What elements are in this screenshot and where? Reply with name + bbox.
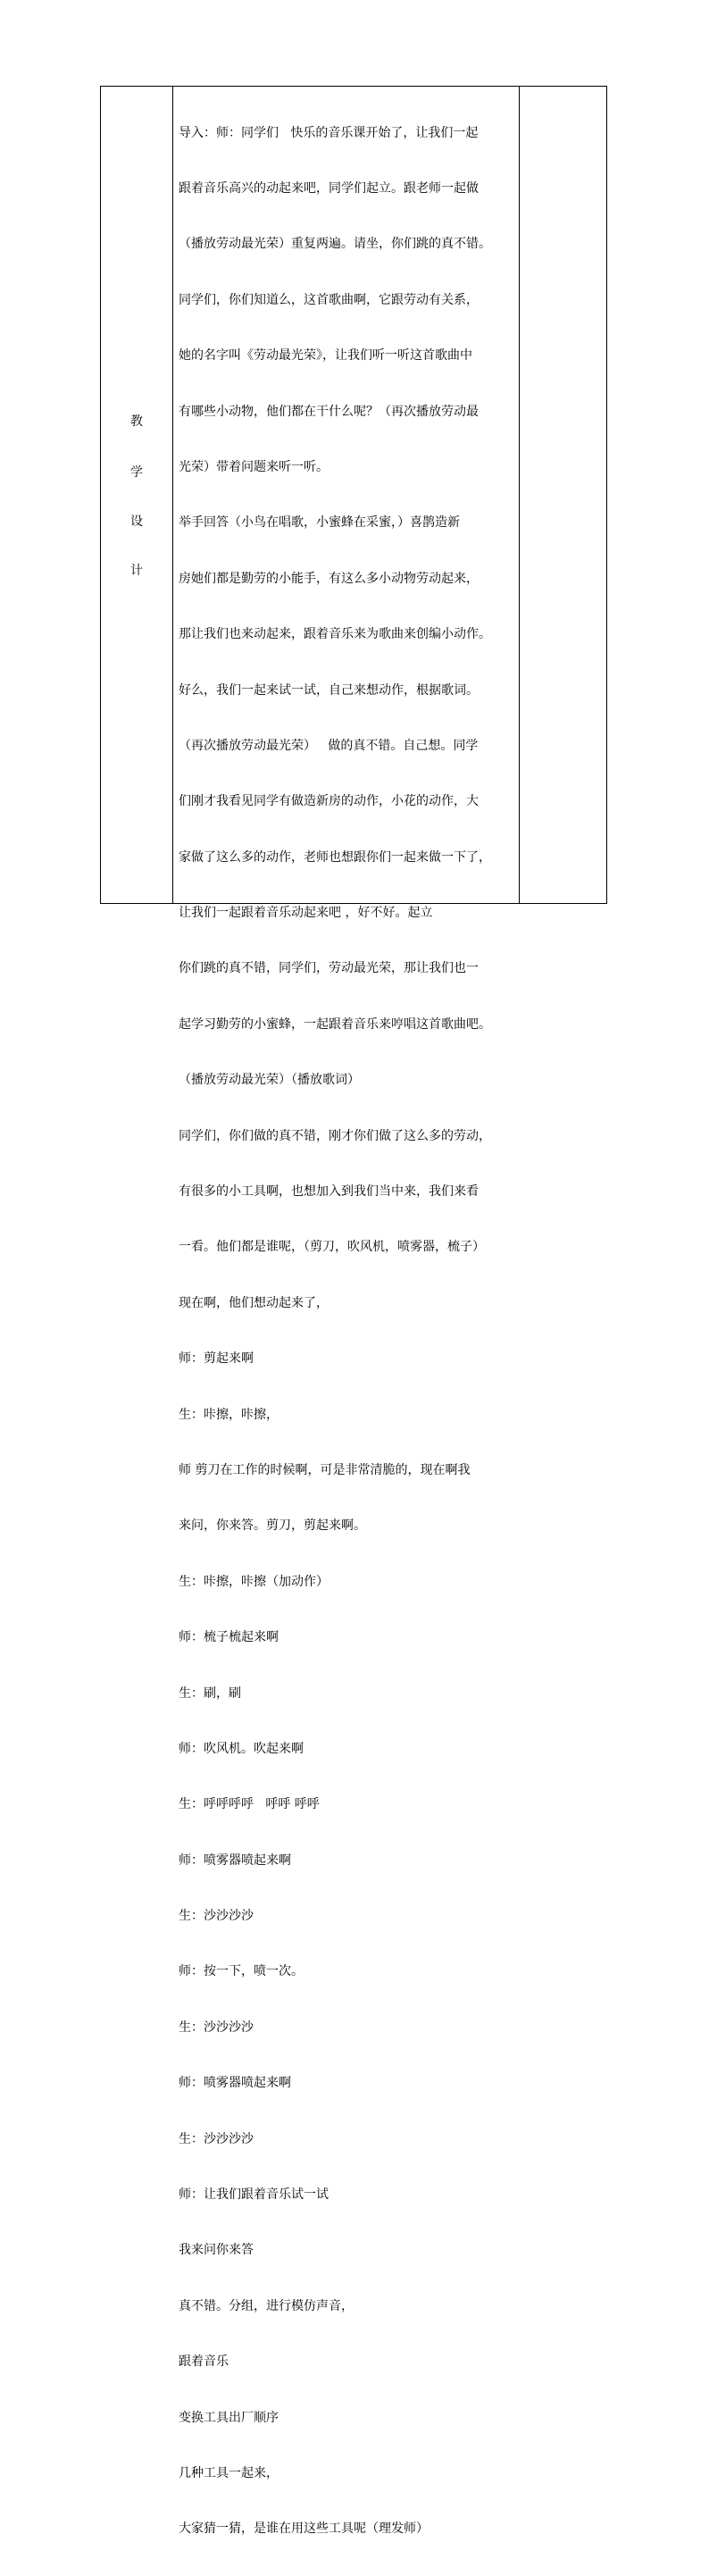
content-line: 起学习勤劳的小蜜蜂，一起跟着音乐来哼唱这首歌曲吧。 xyxy=(179,1016,491,1032)
content-line: 跟着音乐高兴的动起来吧，同学们起立。跟老师一起做 xyxy=(179,180,479,196)
notes-cell xyxy=(520,87,606,903)
content-line: 生：刷，刷 xyxy=(179,1685,241,1701)
content-line: （播放劳动最光荣）（播放歌词） xyxy=(179,1073,360,1088)
content-line: 导入：师：同学们 快乐的音乐课开始了，让我们一起 xyxy=(179,125,479,140)
content-line: 一看。他们都是谁呢，（剪刀，吹风机，喷雾器，梳子） xyxy=(179,1240,485,1255)
content-line: 生：呼呼呼呼 呼呼 呼呼 xyxy=(179,1797,320,1812)
content-line: 好么，我们一起来试一试，自己来想动作，根据歌词。 xyxy=(179,682,479,698)
content-line: 房她们都是勤劳的小能手，有这么多小动物劳动起来， xyxy=(179,571,479,586)
content-line: 举手回答（小鸟在唱歌，小蜜蜂在采蜜，）喜鹊造新 xyxy=(179,515,460,531)
content-line: 师：按一下，喷一次。 xyxy=(179,1964,304,1979)
content-line: 大家猜一猜，是谁在用这些工具呢（理发师） xyxy=(179,2522,429,2537)
content-line: 家做了这么多的动作，老师也想跟你们一起来做一下了， xyxy=(179,849,491,865)
content-line: 变换工具出厂顺序 xyxy=(179,2410,279,2425)
teaching-design-content xyxy=(179,87,522,2576)
content-line: 生：沙沙沙沙 xyxy=(179,2020,254,2035)
content-line: 生：沙沙沙沙 xyxy=(179,2131,254,2146)
content-line: 师：让我们跟着音乐试一试 xyxy=(179,2187,329,2203)
content-line: （再次播放劳动最光荣） 做的真不错。自己想。同学 xyxy=(179,738,479,753)
content-line: 光荣）带着问题来听一听。 xyxy=(179,459,329,474)
content-line: 师：喷雾器喷起来啊 xyxy=(179,1853,291,1868)
column-divider-left xyxy=(172,87,173,903)
content-line: 生：咔擦，咔擦， xyxy=(179,1407,279,1422)
section-label-char: 计 xyxy=(130,564,143,578)
section-label-char: 设 xyxy=(130,514,143,529)
content-line: 生：沙沙沙沙 xyxy=(179,1909,254,1924)
content-line: 有很多的小工具啊，也想加入到我们当中来，我们来看 xyxy=(179,1184,479,1200)
content-line: 来问，你来答。剪刀，剪起来啊。 xyxy=(179,1518,366,1534)
content-line: 师：梳子梳起来啊 xyxy=(179,1630,279,1645)
content-line: 师：剪起来啊 xyxy=(179,1351,254,1367)
content-line: 你们跳的真不错，同学们，劳动最光荣，那让我们也一 xyxy=(179,961,479,976)
content-line: 们刚才我看见同学有做造新房的动作，小花的动作，大 xyxy=(179,794,479,809)
content-line: 同学们，你们知道么，这首歌曲啊，它跟劳动有关系， xyxy=(179,292,479,307)
lesson-plan-table xyxy=(100,86,607,2537)
section-label-char: 教 xyxy=(130,414,143,429)
content-line: （播放劳动最光荣）重复两遍。请坐，你们跳的真不错。 xyxy=(179,237,491,252)
content-line: 师：吹风机。吹起来啊 xyxy=(179,1741,304,1756)
content-line: 师：喷雾器喷起来啊 xyxy=(179,2076,291,2091)
content-line: 师 剪刀在工作的时候啊，可是非常清脆的，现在啊我 xyxy=(179,1462,471,1477)
content-line: 生：咔擦，咔擦（加动作） xyxy=(179,1574,329,1589)
content-line: 她的名字叫《劳动最光荣》，让我们听一听这首歌曲中 xyxy=(179,348,472,364)
section-label-char: 学 xyxy=(130,465,143,480)
content-line: 真不错。分组，进行模仿声音， xyxy=(179,2298,354,2313)
content-line: 跟着音乐 xyxy=(179,2354,229,2370)
content-line: 有哪些小动物，他们都在干什么呢？（再次播放劳动最 xyxy=(179,404,479,419)
content-line: 现在啊，他们想动起来了， xyxy=(179,1295,329,1310)
content-line: 让我们一起跟着音乐动起来吧 ，好不好。起立 xyxy=(179,906,433,921)
section-label-cell xyxy=(101,87,172,903)
content-line: 我来问你来答 xyxy=(179,2243,254,2258)
content-line: 几种工具一起来， xyxy=(179,2466,279,2480)
content-line: 那让我们也来动起来，跟着音乐来为歌曲来创编小动作。 xyxy=(179,627,491,642)
content-line: 同学们，你们做的真不错，刚才你们做了这么多的劳动， xyxy=(179,1128,491,1143)
